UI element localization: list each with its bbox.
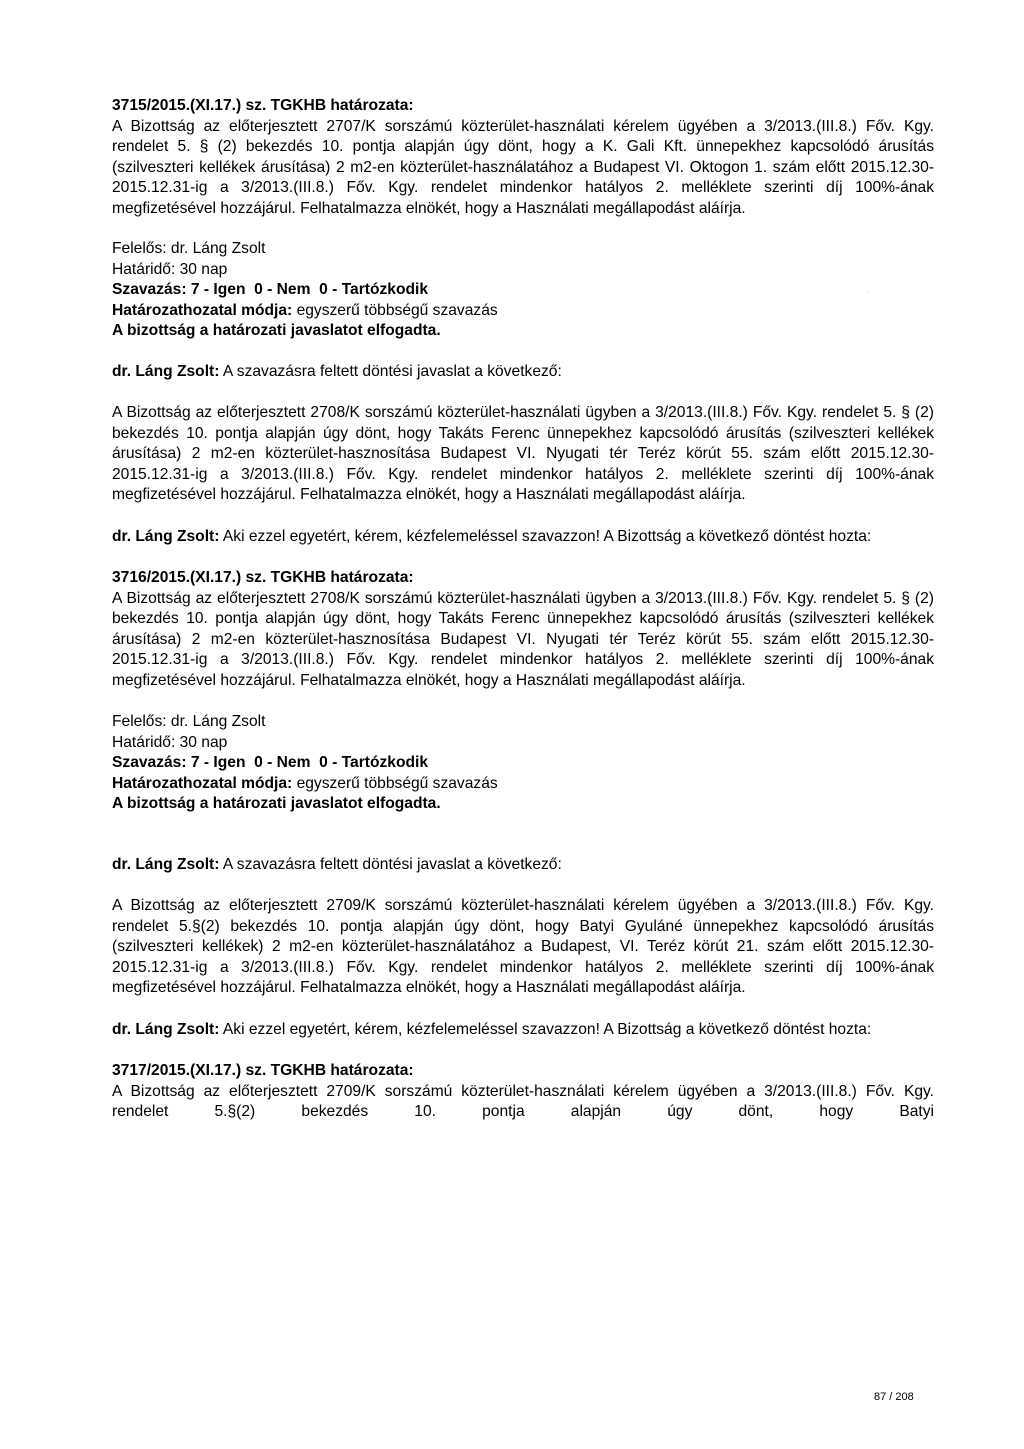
decision-method-label: Határozathozatal módja:: [112, 774, 293, 792]
speaker-name: dr. Láng Zsolt:: [112, 855, 220, 873]
resolution-text-3717: A Bizottság az előterjesztett 2709/K sorszámú közterület-használati kérelem ügyében a 3/2013.(III.8.) Főv. Kgy. rendelet 5.§(2) bekezdés 10. pontja alapján úgy dönt, hogy Batyi: [112, 1082, 934, 1120]
deadline: Határidő: 30 nap: [112, 260, 228, 278]
accepted-statement: A bizottság a határozati javaslatot elfogadta.: [112, 322, 441, 339]
proposal-text-2709: A Bizottság az előterjesztett 2709/K sorszámú közterület-használati kérelem ügyében a 3/2013.(III.8.) Főv. Kgy. rendelet 5.§(2) bekezdés 10. pontja alapján úgy dönt, hogy Batyi Gyuláné ünnepekhez kapcsolódó árusítás (szilveszteri kellékek) 2 m2-en közterület-használatához a Budapest, VI. Teréz körút 21. szám előtt 2015.12.30-2015.12.31-ig a 3/2013.(III.8.) Főv. Kgy. rendelet mindenkor hatályos 2. melléklete szerinti díj 100%-ának megfizetésével hozzájárul. Felhatalmazza elnökét, hogy a Használati megállapodást aláírja.: [112, 897, 934, 996]
decision-method-value: egyszerű többségű szavazás: [292, 301, 498, 319]
speaker-name: dr. Láng Zsolt:: [112, 527, 220, 545]
speaker-text: A szavazásra feltett döntési javaslat a következő:: [219, 362, 562, 380]
decision-method-value: egyszerű többségű szavazás: [292, 774, 498, 792]
speaker-name: dr. Láng Zsolt:: [112, 1020, 220, 1038]
proposal-text-2708: A Bizottság az előterjesztett 2708/K sorszámú közterület-használati ügyben a 3/2013.(III.8.) Főv. Kgy. rendelet 5. § (2) bekezdés 10. pontja alapján úgy dönt, hogy Takáts Ferenc ünnepekhez kapcsolódó árusítás (szilveszteri kellékek árusítása) 2 m2-en közterület-hasznosítása Budapest VI. Nyugati tér Teréz körút 55. szám előtt 2015.12.30-2015.12.31-ig a 3/2013.(III.8.) Főv. Kgy. rendelet mindenkor hatályos 2. melléklete szerinti díj 100%-ának megfizetésével hozzájárul. Felhatalmazza elnökét, hogy a Használati megállapodást aláírja.: [112, 404, 934, 503]
responsible-person: Felelős: dr. Láng Zsolt: [112, 240, 266, 257]
resolution-title-3715: 3715/2015.(XI.17.) sz. TGKHB határozata:: [112, 97, 414, 114]
decision-method-label: Határozathozatal módja:: [112, 301, 293, 319]
responsible-person: Felelős: dr. Láng Zsolt: [112, 713, 266, 730]
resolution-text-3716: A Bizottság az előterjesztett 2708/K sorszámú közterület-használati ügyben a 3/2013.(III.8.) Főv. Kgy. rendelet 5. § (2) bekezdés 10. pontja alapján úgy dönt, hogy Takáts Ferenc ünnepekhez kapcsolódó árusítás (szilveszteri kellékek árusítása) 2 m2-en közterület-hasznosítása Budapest VI. Nyugati tér Teréz körút 55. szám előtt 2015.12.30-2015.12.31-ig a 3/2013.(III.8.) Főv. Kgy. rendelet mindenkor hatályos 2. melléklete szerinti díj 100%-ának megfizetésével hozzájárul. Felhatalmazza elnökét, hogy a Használati megállapodást aláírja.: [112, 589, 934, 689]
decision-method: [112, 301, 934, 322]
accepted-statement: A bizottság a határozati javaslatot elfogadta.: [112, 795, 441, 812]
vote-result: Szavazás: 7 - Igen 0 - Nem 0 - Tartózkodik: [112, 754, 429, 771]
document-body: [112, 96, 934, 1123]
speaker-text: Aki ezzel egyetért, kérem, kézfelemeléssel szavazzon! A Bizottság a következő döntést hozta:: [219, 527, 872, 545]
speaker-statement: [112, 362, 934, 383]
deadline: Határidő: 30 nap: [112, 733, 228, 751]
speaker-statement: [112, 855, 934, 876]
vote-result: Szavazás: 7 - Igen 0 - Nem 0 - Tartózkodik: [112, 281, 429, 298]
resolution-title-3716: 3716/2015.(XI.17.) sz. TGKHB határozata:: [112, 569, 414, 586]
speaker-name: dr. Láng Zsolt:: [112, 362, 220, 380]
speaker-statement: [112, 527, 934, 548]
decision-method: [112, 774, 934, 795]
speaker-text: Aki ezzel egyetért, kérem, kézfelemeléssel szavazzon! A Bizottság a következő döntést hozta:: [219, 1020, 872, 1038]
speaker-statement: [112, 1020, 934, 1041]
resolution-text-3715: A Bizottság az előterjesztett 2707/K sorszámú közterület-használati kérelem ügyében a 3/2013.(III.8.) Főv. Kgy. rendelet 5. § (2) bekezdés 10. pontja alapján úgy dönt, hogy a K. Gali Kft. ünnepekhez kapcsolódó árusítás (szilveszteri kellékek árusítása) 2 m2-en közterület-használatához a Budapest VI. Oktogon 1. szám előtt 2015.12.30-2015.12.31-ig a 3/2013.(III.8.) Főv. Kgy. rendelet mindenkor hatályos 2. melléklete szerinti díj 100%-ának megfizetésével hozzájárul. Felhatalmazza elnökét, hogy a Használati megállapodást aláírja.: [112, 117, 934, 217]
scan-artifact: .: [868, 288, 870, 294]
speaker-text: A szavazásra feltett döntési javaslat a következő:: [219, 855, 562, 873]
resolution-title-3717: 3717/2015.(XI.17.) sz. TGKHB határozata:: [112, 1062, 414, 1079]
page-number: 87 / 208: [874, 1391, 914, 1403]
